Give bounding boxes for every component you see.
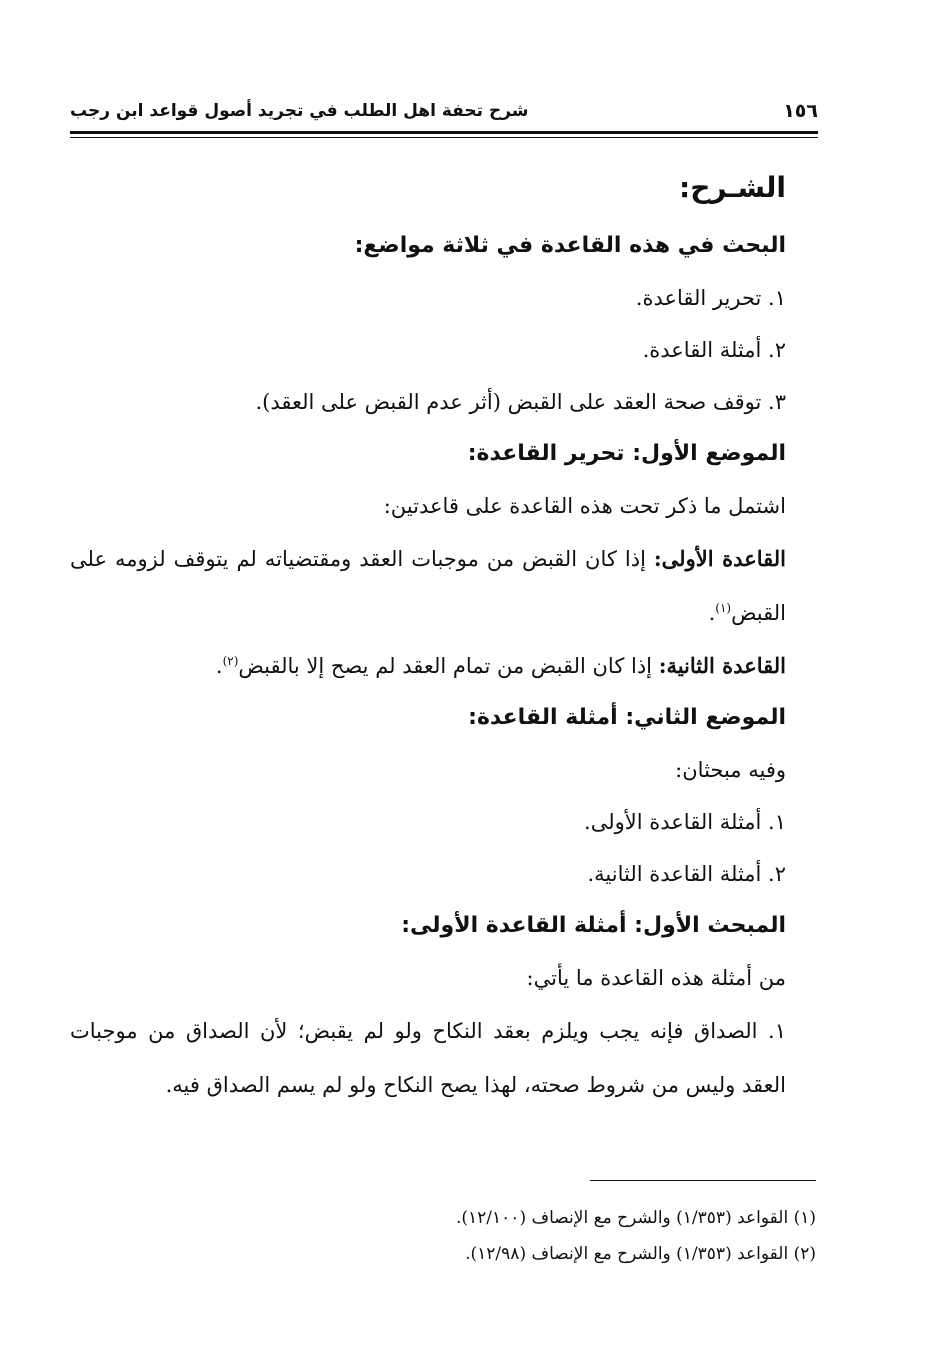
intro-heading: البحث في هذه القاعدة في ثلاثة مواضع: [354,233,786,258]
paragraph: اشتمل ما ذكر تحت هذه القاعدة على قاعدتين: [383,494,786,518]
footnotes [70,1200,816,1272]
paragraph: وفيه مبحثان: [675,758,786,782]
page-number: ١٥٦ [783,100,818,122]
rule-text: إذا كان القبض من موجبات العقد ومقتضياته لم يتوقف لزومه على القبض [70,547,786,625]
header-rule-thick [70,131,818,134]
footnote: (٢) القواعد (١/٣٥٣) والشرح مع الإنصاف (١٢/٩٨). [465,1244,816,1264]
rule-text: إذا كان القبض من تمام العقد لم يصح إلا بالقبض [238,654,653,678]
section-heading: المبحث الأول: أمثلة القاعدة الأولى: [401,913,786,938]
paragraph: من أمثلة هذه القاعدة ما يأتي: [526,966,786,990]
list-item: ١. أمثلة القاعدة الأولى. [584,810,786,834]
rule-label: القاعدة الأولى: [653,546,786,571]
section-heading: الموضع الثاني: أمثلة القاعدة: [468,705,786,730]
rule-paragraph: القاعدة الثانية: إذا كان القبض من تمام العقد لم يصح إلا بالقبض$^{(٢)}$. [215,653,786,678]
running-title: شرح تحفة اهل الطلب في تجريد أصول قواعد ابن رجب [70,101,529,121]
footnote: (١) القواعد (١/٣٥٣) والشرح مع الإنصاف (١٢/١٠٠). [456,1208,816,1228]
footnote-ref: (١) [715,601,732,615]
list-item: ٣. توقف صحة العقد على القبض (أثر عدم القبض على العقد). [255,390,786,414]
list-item: ٢. أمثلة القاعدة الثانية. [587,862,786,886]
rule-label: القاعدة الثانية: [658,653,786,678]
running-header [70,96,818,126]
header-rule-thin [70,137,818,138]
body-text [70,160,786,1112]
example-paragraph: ١. الصداق فإنه يجب ويلزم بعقد النكاح ولو لم يقبض؛ لأن الصداق من موجبات العقد وليس من شروط صحته، لهذا يصح النكاح ولو لم يسم الصداق فيه. [70,1019,786,1097]
list-item: ١. تحرير القاعدة. [635,286,786,310]
list-item: ٢. أمثلة القاعدة. [642,338,786,362]
footnote-ref: (٢) [222,654,239,668]
section-heading: الموضع الأول: تحرير القاعدة: [467,441,786,466]
footnote-separator [590,1180,816,1181]
main-heading: الشـرح: [679,171,786,204]
rule-paragraph: القاعدة الأولى: إذا كان القبض من موجبات العقد ومقتضياته لم يتوقف لزومه على القبض$^{(١)}$. [70,546,786,625]
